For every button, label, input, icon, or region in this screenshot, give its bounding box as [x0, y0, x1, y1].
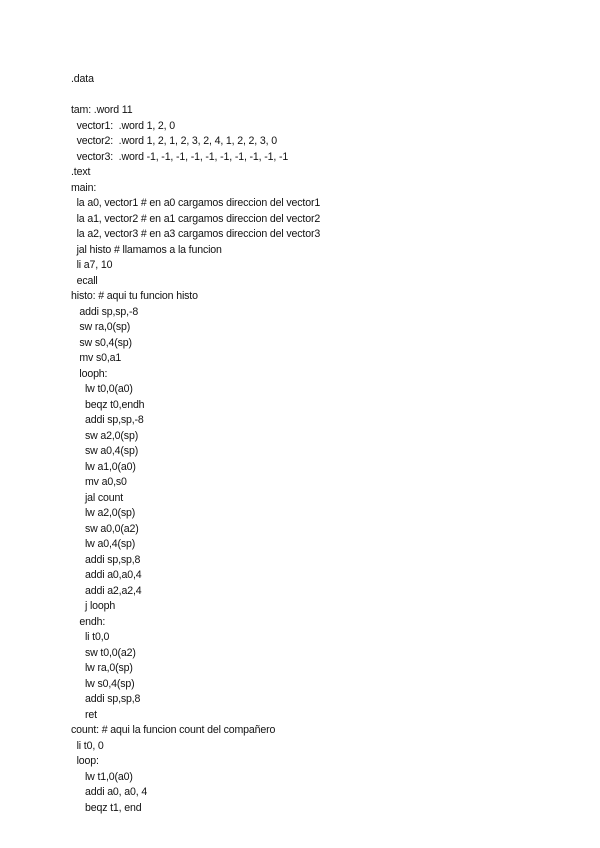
code-line: vector2: .word 1, 2, 1, 2, 3, 2, 4, 1, 2, 2, 3, 0	[71, 135, 277, 147]
code-line: histo: # aqui tu funcion histo	[71, 290, 198, 302]
code-line: la a0, vector1 # en a0 cargamos direccion del vector1	[71, 197, 321, 209]
code-line: vector1: .word 1, 2, 0	[71, 119, 176, 132]
code-line: beqz t1, end	[71, 801, 142, 814]
code-line: la a1, vector2 # en a1 cargamos direccion del vector2	[71, 212, 321, 225]
code-line: addi a2,a2,4	[71, 584, 142, 597]
code-line: mv s0,a1	[71, 352, 122, 364]
code-line: .text	[71, 166, 91, 178]
code-line: addi sp,sp,-8	[71, 305, 139, 318]
code-line: addi a0,a0,4	[71, 569, 142, 581]
code-line: loop:	[71, 755, 99, 767]
code-line: la a2, vector3 # en a3 cargamos direccion del vector3	[71, 228, 321, 240]
code-line: addi sp,sp,8	[71, 553, 141, 566]
code-line: li t0, 0	[71, 739, 104, 752]
code-line: sw ra,0(sp)	[71, 321, 131, 333]
code-line: j looph	[71, 600, 116, 612]
code-line: sw t0,0(a2)	[71, 646, 136, 659]
code-line: mv a0,s0	[71, 476, 127, 488]
code-line: li a7, 10	[71, 259, 113, 271]
code-line: tam: .word 11	[71, 104, 133, 116]
code-line: jal histo # llamamos a la funcion	[71, 243, 222, 256]
code-line: lw a0,4(sp)	[71, 538, 136, 550]
code-line: .data	[71, 73, 94, 85]
code-line: addi a0, a0, 4	[71, 786, 148, 798]
code-line: sw a2,0(sp)	[71, 429, 139, 442]
code-line: lw t0,0(a0)	[71, 383, 133, 395]
code-line: lw a1,0(a0)	[71, 460, 136, 473]
code-line: sw a0,0(a2)	[71, 522, 139, 535]
code-line: lw t1,0(a0)	[71, 770, 133, 783]
code-line: li t0,0	[71, 631, 110, 643]
code-line: addi sp,sp,-8	[71, 414, 144, 426]
code-line: sw s0,4(sp)	[71, 336, 132, 349]
code-line: lw a2,0(sp)	[71, 507, 136, 519]
code-line: endh:	[71, 615, 106, 628]
code-line: sw a0,4(sp)	[71, 445, 139, 457]
code-line: looph:	[71, 367, 108, 380]
code-line: count: # aqui la funcion count del compañero	[71, 724, 276, 736]
code-line	[71, 88, 320, 104]
code-line: vector3: .word -1, -1, -1, -1, -1, -1, -1, -1, -1, -1	[71, 150, 289, 163]
code-line: lw s0,4(sp)	[71, 677, 135, 690]
code-line: lw ra,0(sp)	[71, 662, 133, 674]
code-line: ret	[71, 708, 97, 721]
code-line: ecall	[71, 274, 98, 287]
code-line: addi sp,sp,8	[71, 693, 141, 705]
assembly-code-listing	[71, 72, 320, 816]
code-line: jal count	[71, 491, 124, 504]
code-line: main:	[71, 181, 97, 194]
code-line: beqz t0,endh	[71, 398, 145, 411]
